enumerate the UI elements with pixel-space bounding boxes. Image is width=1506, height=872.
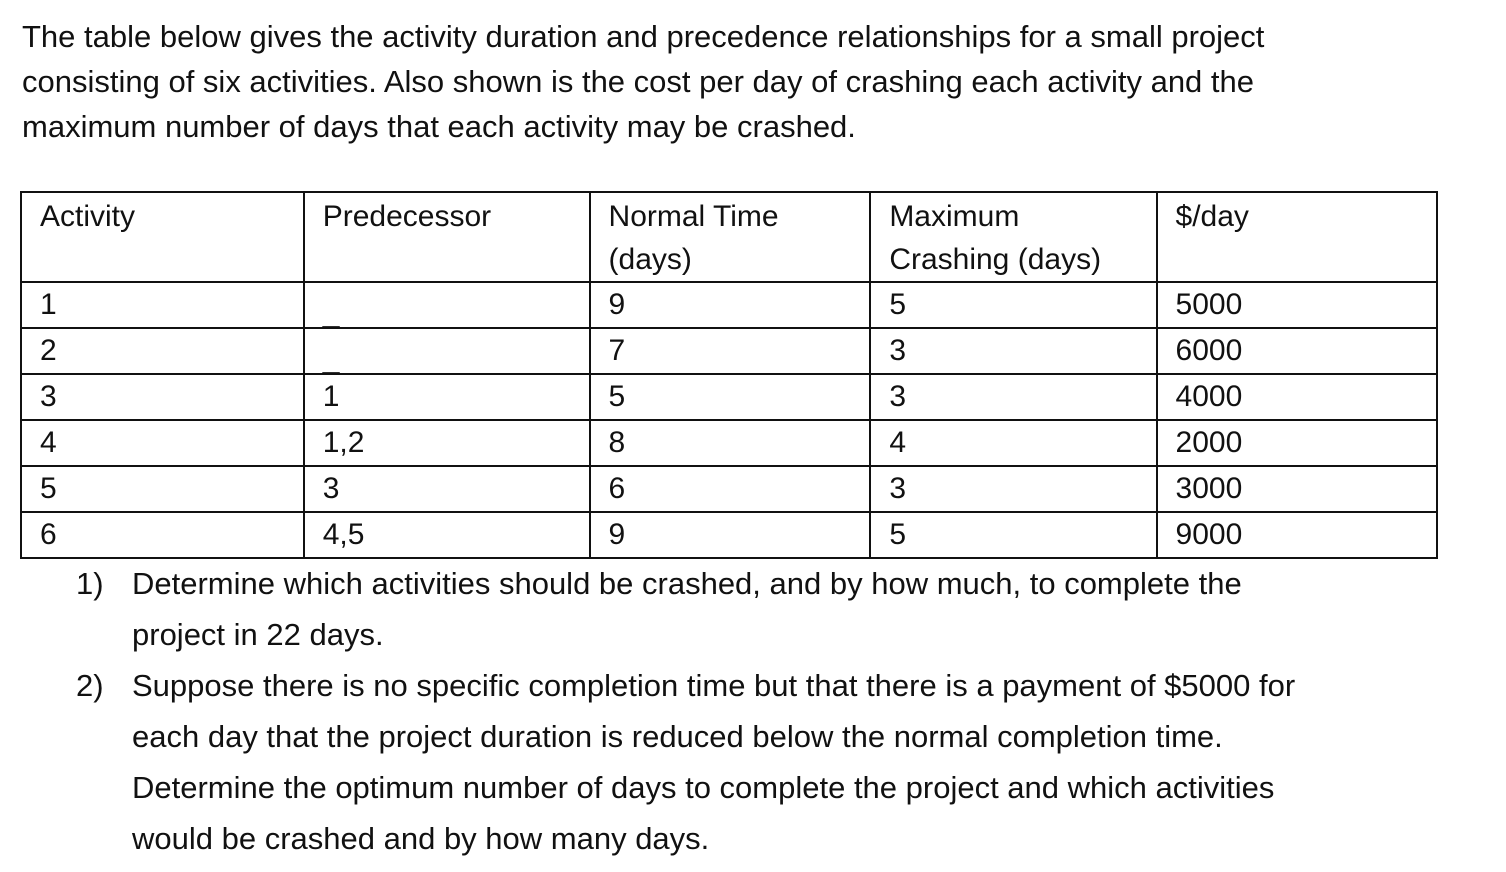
header-normal-time: Normal Time (days) — [590, 192, 871, 282]
question-item — [76, 660, 1476, 864]
cell-activity: 6 — [21, 512, 304, 558]
table-row — [21, 512, 1437, 558]
cell-normal-time: 9 — [590, 282, 871, 328]
intro-line: consisting of six activities. Also shown is the cost per day of crashing each activity and the — [22, 64, 1255, 99]
cell-normal-time: 9 — [590, 512, 871, 558]
cell-normal-time: 5 — [590, 374, 871, 420]
cell-cost: 2000 — [1157, 420, 1437, 466]
cell-max-crashing: 3 — [870, 328, 1156, 374]
cell-cost: 4000 — [1157, 374, 1437, 420]
header-maximum-crashing: Maximum Crashing (days) — [870, 192, 1156, 282]
cell-normal-time: 7 — [590, 328, 871, 374]
cell-predecessor: 4,5 — [304, 512, 590, 558]
question-list — [76, 558, 1476, 864]
intro-line: The table below gives the activity duration and precedence relationships for a small project — [22, 19, 1265, 54]
question-text-line: Determine which activities should be crashed, and by how much, to complete the — [132, 566, 1242, 601]
cell-normal-time: 6 — [590, 466, 871, 512]
cell-max-crashing: 5 — [870, 282, 1156, 328]
cell-activity: 3 — [21, 374, 304, 420]
cell-activity: 2 — [21, 328, 304, 374]
header-predecessor: Predecessor — [304, 192, 590, 282]
table-row — [21, 374, 1437, 420]
cell-normal-time: 8 — [590, 420, 871, 466]
question-text-line: each day that the project duration is reduced below the normal completion time. — [132, 719, 1223, 754]
question-number: 2) — [76, 668, 104, 703]
cell-cost: 9000 — [1157, 512, 1437, 558]
cell-activity: 5 — [21, 466, 304, 512]
cell-max-crashing: 3 — [870, 374, 1156, 420]
table-row — [21, 420, 1437, 466]
cell-predecessor: 1 — [304, 374, 590, 420]
question-text-line: project in 22 days. — [132, 617, 384, 652]
activity-table — [20, 191, 1438, 559]
cell-predecessor: 3 — [304, 466, 590, 512]
cell-predecessor: 1,2 — [304, 420, 590, 466]
cell-cost: 3000 — [1157, 466, 1437, 512]
question-text-line: Determine the optimum number of days to complete the project and which activities — [132, 770, 1275, 805]
cell-activity: 4 — [21, 420, 304, 466]
table-row — [21, 466, 1437, 512]
cell-predecessor: _ — [304, 328, 590, 374]
table-row — [21, 282, 1437, 328]
question-text-line: Suppose there is no specific completion time but that there is a payment of $5000 for — [132, 668, 1296, 703]
cell-cost: 6000 — [1157, 328, 1437, 374]
cell-activity: 1 — [21, 282, 304, 328]
cell-max-crashing: 4 — [870, 420, 1156, 466]
question-number: 1) — [76, 566, 104, 601]
intro-line: maximum number of days that each activity may be crashed. — [22, 109, 856, 144]
question-item — [76, 558, 1476, 660]
intro-paragraph — [22, 14, 1462, 149]
question-text-line: would be crashed and by how many days. — [132, 821, 710, 856]
cell-max-crashing: 3 — [870, 466, 1156, 512]
table-row — [21, 328, 1437, 374]
header-activity: Activity — [21, 192, 304, 282]
cell-cost: 5000 — [1157, 282, 1437, 328]
header-cost-per-day: $/day — [1157, 192, 1437, 282]
cell-max-crashing: 5 — [870, 512, 1156, 558]
table-header-row — [21, 192, 1437, 282]
cell-predecessor: _ — [304, 282, 590, 328]
